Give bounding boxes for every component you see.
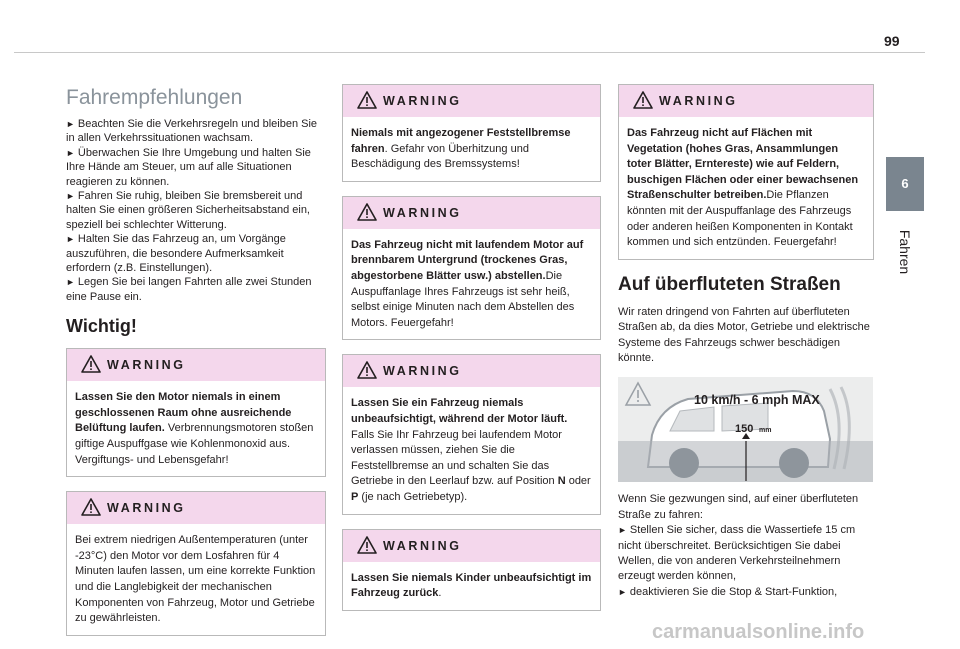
bullet-item bbox=[66, 189, 326, 232]
flooded-road-illustration bbox=[618, 377, 873, 482]
bullet-text: Stellen Sie sicher, dass die Wassertiefe 15 cm nicht überschreitet. Berücksichtigen Sie dabei Wellen, die von anderen Verkehrsteilnehmern erzeugt werden können, bbox=[618, 524, 856, 583]
warning-text bbox=[67, 524, 325, 635]
bullet-item bbox=[618, 523, 874, 585]
warning-box bbox=[618, 84, 874, 260]
warning-text bbox=[343, 562, 600, 610]
depth-unit: mm bbox=[759, 427, 772, 435]
warning-header bbox=[343, 355, 600, 387]
warning-box bbox=[66, 491, 326, 636]
warning-body-text: Die Auspuffanlage Ihres Fahrzeugs ist sehr heiß, selbst einige Minuten nach dem Abstellen des Motors. Feuergefahr! bbox=[351, 269, 575, 329]
bullet-arrow-icon: ► bbox=[66, 191, 75, 202]
warning-title: WARNING bbox=[383, 205, 462, 220]
warning-header bbox=[619, 85, 873, 117]
bullet-arrow-icon: ► bbox=[618, 586, 627, 597]
warning-triangle-icon bbox=[81, 498, 101, 516]
warning-box bbox=[342, 196, 601, 341]
warning-triangle-icon bbox=[633, 91, 653, 109]
warning-title: WARNING bbox=[107, 501, 186, 516]
warning-box bbox=[342, 354, 601, 514]
warning-body-text: . bbox=[438, 587, 442, 600]
chapter-label-box bbox=[886, 217, 924, 287]
warning-box bbox=[342, 84, 601, 182]
column-3 bbox=[618, 84, 874, 600]
warning-text bbox=[343, 387, 600, 513]
warning-body-text: . Gefahr von Überhitzung und Beschädigung des Bremssystems! bbox=[351, 142, 529, 171]
warning-text bbox=[343, 229, 600, 340]
subsection-title: Wichtig! bbox=[66, 316, 137, 337]
bullet-text: Legen Sie bei langen Fahrten alle zwei Stunden eine Pause ein. bbox=[66, 276, 312, 303]
warning-header bbox=[67, 349, 325, 381]
bullet-item bbox=[618, 585, 874, 600]
warning-box bbox=[342, 529, 601, 611]
warning-header bbox=[343, 85, 600, 117]
warning-header bbox=[67, 492, 325, 524]
warning-triangle-icon bbox=[357, 203, 377, 221]
chapter-label: Fahren bbox=[897, 229, 913, 275]
warning-text bbox=[67, 381, 325, 476]
warning-bold-text: Lassen Sie ein Fahrzeug niemals unbeaufsichtigt, während der Motor läuft. bbox=[351, 397, 568, 425]
warning-triangle-icon bbox=[81, 355, 101, 373]
header-rule bbox=[14, 52, 925, 53]
warning-bold-text: Das Fahrzeug nicht mit laufendem Motor auf brennbarem Untergrund (trockenes Gras, abgestorbene Blätter usw.) abstellen. bbox=[351, 238, 584, 282]
column-1 bbox=[66, 84, 326, 649]
warning-triangle-icon bbox=[357, 536, 377, 554]
chapter-number: 6 bbox=[886, 157, 924, 211]
bullet-item bbox=[66, 275, 326, 304]
warning-box bbox=[66, 348, 326, 477]
section-heading: Auf überfluteten Straßen bbox=[618, 273, 841, 295]
gear-position-n: N bbox=[557, 475, 566, 488]
gear-position-p: P bbox=[351, 490, 359, 503]
column-2 bbox=[342, 84, 601, 625]
warning-body-text: (je nach Getriebetyp). bbox=[358, 490, 468, 503]
warning-title: WARNING bbox=[107, 358, 186, 373]
depth-value: 150 bbox=[735, 423, 754, 436]
speed-limit-label: 10 km/h - 6 mph MAX bbox=[694, 393, 820, 408]
bullet-text: deaktivieren Sie die Stop & Start-Funktion, bbox=[629, 585, 838, 598]
bullet-item bbox=[66, 117, 326, 146]
warning-triangle-icon bbox=[357, 91, 377, 109]
bullet-item bbox=[66, 232, 326, 275]
warning-title: WARNING bbox=[383, 538, 462, 553]
warning-text bbox=[619, 117, 873, 259]
warning-bold-text: Lassen Sie den Motor niemals in einem geschlossenen Raum ohne ausreichende Belüftung laufen. bbox=[75, 391, 292, 435]
warning-header bbox=[343, 197, 600, 229]
warning-body-text: Verbrennungsmotoren stoßen giftige Auspuffgase wie Kohlenmonoxid aus. Vergiftungs- und Lebensgefahr! bbox=[75, 422, 314, 466]
warning-body-text: oder bbox=[565, 475, 591, 488]
bullet-text: Halten Sie das Fahrzeug an, um Vorgänge auszuführen, die besondere Aufmerksamkeit erfordern (z.B. Einstellungen). bbox=[66, 233, 286, 275]
warning-bold-text: Lassen Sie niemals Kinder unbeaufsichtigt im Fahrzeug zurück bbox=[351, 571, 592, 600]
after-figure-paragraph: Wenn Sie gezwungen sind, auf einer überfluteten Straße zu fahren: bbox=[618, 493, 859, 521]
bullet-arrow-icon: ► bbox=[66, 277, 75, 288]
bullet-arrow-icon: ► bbox=[618, 525, 627, 536]
bullet-text: Überwachen Sie Ihre Umgebung und halten Sie Ihre Hände am Steuer, um auf alle Situationen reagieren zu können. bbox=[66, 146, 311, 188]
car-in-water-icon bbox=[618, 377, 873, 482]
intro-paragraph: Wir raten dringend von Fahrten auf überfluteten Straßen ab, da dies Motor, Getriebe und elektrische Systeme des Fahrzeugs schwer beschädigen könnte. bbox=[618, 305, 870, 364]
watermark: carmanualsonline.info bbox=[652, 621, 865, 643]
bullet-arrow-icon: ► bbox=[66, 234, 75, 245]
warning-text bbox=[343, 117, 600, 181]
bullet-arrow-icon: ► bbox=[66, 119, 75, 129]
warning-body-text: Die Pflanzen könnten mit der Auspuffanlage des Fahrzeugs oder anderen heißen Komponenten in Kontakt kommen und sich entzünden. Feuergefahr! bbox=[627, 189, 853, 249]
warning-bold-text: Das Fahrzeug nicht auf Flächen mit Vegetation (hohes Gras, Ansammlungen toter Blätter, Erntereste) wie auf Feldern, buschigen Flächen oder einer bewachsenen Straßenschulter betreiben. bbox=[627, 127, 859, 202]
warning-title: WARNING bbox=[383, 94, 462, 108]
bullet-item bbox=[66, 146, 326, 189]
warning-header bbox=[343, 530, 600, 562]
bullet-text: Beachten Sie die Verkehrsregeln und bleiben Sie in allen Verkehrssituationen wachsam. bbox=[66, 118, 318, 145]
chapter-tab[interactable] bbox=[886, 157, 924, 287]
warning-bold-text: Niemals mit angezogener Feststellbremse fahren bbox=[351, 127, 571, 155]
warning-title: WARNING bbox=[383, 364, 462, 379]
section-title: Fahrempfehlungen bbox=[66, 86, 243, 109]
bullet-arrow-icon: ► bbox=[66, 147, 75, 158]
bullet-text: Fahren Sie ruhig, bleiben Sie bremsbereit und halten Sie einen größeren Sicherheitsabstand ein, speziell bei schlechter Witterung. bbox=[66, 190, 310, 231]
warning-triangle-icon bbox=[357, 361, 377, 379]
page-number: 99 bbox=[884, 33, 900, 49]
warning-body-text: Falls Sie Ihr Fahrzeug bei laufendem Motor verlassen müssen, ziehen Sie die Feststellbremse an und schalten Sie das Getriebe in den Leerlauf bzw. auf Position bbox=[351, 428, 562, 488]
warning-body-text: Bei extrem niedrigen Außentemperaturen (unter -23°C) den Motor vor dem Losfahren für 4 Minuten laufen lassen, um eine korrekte Funktion und die Langlebigkeit der mechanischen Komponenten von Fahrzeug, Motor und Getriebe zu gewährleisten. bbox=[75, 534, 316, 625]
warning-title: WARNING bbox=[659, 94, 738, 108]
